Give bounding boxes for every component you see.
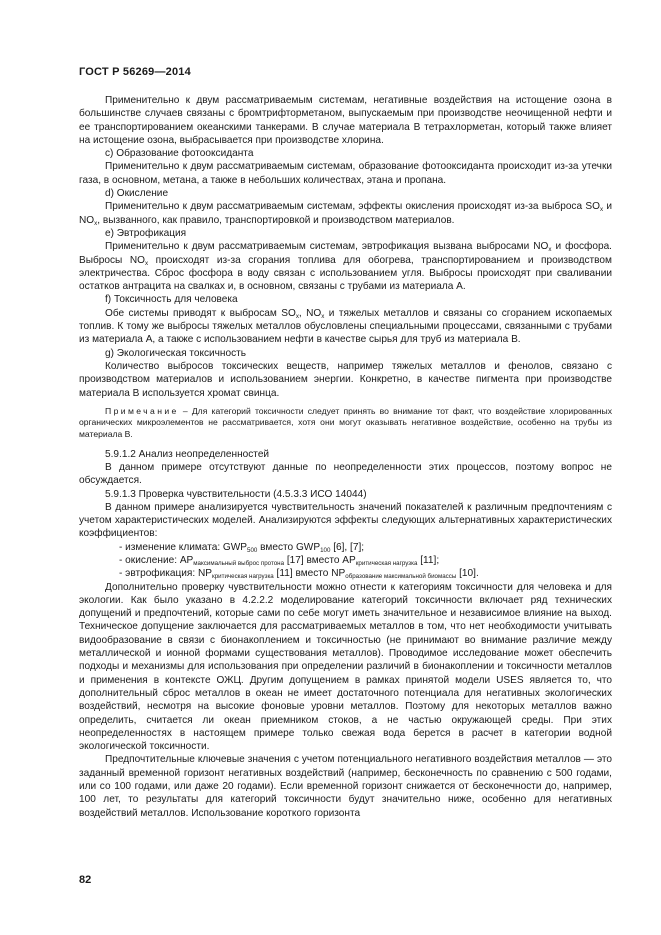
section-5913-intro: В данном примере анализируется чувствительность значений показателей к различным предпочтениям с учетом характеристических моделей. Анализируются эффекты следующих альтернативных характеристических коэффициентов: [79,501,612,540]
list-item-climate [79,541,612,554]
subscript: критическая нагрузка [355,559,418,567]
subscript: x [321,312,325,320]
subscript: x [144,259,149,267]
paragraph-sensitivity-toxicity: Дополнительно проверку чувствительности можно отнести к категориям токсичности для человека и для экологии. Как было указано в 4.2.2.2 моделирование категорий токсичности включает ряд технических допущений и предпочтений, которые сами по себе могут иметь значительное и независимое влияние на выход. Техническое допущение заключается для рассматриваемых металлов в том, что нет необходимости учитывать видообразование в связи с бионакоплением и токсичностью (не принимают во внимание различие между металлической и ионной формами существования металлов). Проводимое исследование может обеспечить подходы и механизмы для использования при определении различий в бионакоплении и токсичности металлов и применения в контексте ОЖЦ. Другим допущением в рамках принятой модели USES является то, что дополнительный сброс металлов в океан не имеет достаточного потенциала для негативных экологических воздействий, несмотря на высокие фоновые уровни металлов. Поэтому для некоторых металлов важно определить, считается ли океан приемником стоков, а не частью окружающей среды. При этих неопределенностях в настоящем примере только свежая вода берется в расчет в категории водной экологической токсичности. [79,581,612,753]
text-fragment: - изменение климата: GWP [119,541,248,553]
text-fragment: [10]. [456,568,479,580]
note-text: – Для категорий токсичности следует принять во внимание тот факт, что воздействие хлорированных органических микроэлементов не рассматривается, хотя они могут оказывать негативное воздействие, особенно на трубы из материала B. [79,405,612,440]
text-fragment: [11]; [417,554,440,566]
section-5912-title: 5.9.1.2 Анализ неопределенностей [105,448,270,460]
subscript: x [599,206,604,214]
list-item-acidification [79,554,612,567]
paragraph-photooxidant: Применительно к двум рассматриваемым системам, образование фотооксиданта происходит из-за утечки газа, в основном, метана, а также в небольших количествах, этана и пропана. [79,161,612,186]
heading-c: c) Образование фотооксиданта [105,148,254,160]
text-fragment: [6], [7]; [330,541,365,553]
page-number: 82 [79,874,92,886]
text-fragment: - окисление: AP [119,554,194,566]
text-fragment: вместо GWP [257,541,321,553]
heading-g: g) Экологическая токсичность [105,347,247,359]
heading-f: f) Токсичность для человека [105,294,238,306]
paragraph-ecotoxicity: Количество выбросов токсических веществ, например тяжелых металлов и фенолов, связано с производством материалов и использованием энергии. Конкретно, в качестве пигмента при производстве материала B используется хромат свинца. [79,360,612,399]
paragraph-eutrophication [79,240,612,293]
heading-d: d) Окисление [105,188,169,200]
note [79,406,612,441]
subscript: x [94,219,98,227]
section-5913-title: 5.9.1.3 Проверка чувствительности (4.5.3.3 ИСО 14044) [105,488,367,500]
paragraph-acidification [79,200,612,227]
text-fragment: , NO [298,307,322,319]
paragraph-human-toxicity [79,307,612,347]
text-fragment: и тяжелых металлов и связаны со сгоранием ископаемых топлив. К тому же выбросы тяжелых металлов обусловлены специальными процессами, связанными с трубами из материала A, а также с использованием нефти в качестве сырья для труб из материала B. [79,307,612,346]
text-fragment: происходят из-за сгорания топлива для обогрева, транспортированием и производством электричества. Сброс фосфора в воду связан с использованием угля. Выбросы происходят при сваливании остатков антрацита на свалках и, в основном, связаны с трубами из материала A. [79,254,612,293]
text-fragment: и фосфора. Выбросы NO [79,241,612,266]
subscript: образование максимальной биомассы [345,573,457,581]
subscript: x [548,246,552,254]
note-label: Примечание [105,405,179,416]
subscript: 100 [320,546,331,554]
section-5912-text: В данном примере отсутствуют данные по неопределенности этих процессов, поэтому вопрос не обсуждается. [79,461,612,487]
subscript: 500 [247,546,258,554]
paragraph-ozone: Применительно к двум рассматриваемым системам, негативные воздействия на истощение озона в большинстве случаев связаны с бромтрифторметаном, выпускаемым при производстве неочищенной нефти и ее транспортированием океанскими танкерами. В случае материала B тетрахлорметан, который также влияет на истощение озона, выбрасывается при производстве хлорина. [79,95,612,146]
text-fragment: Обе системы приводят к выбросам SO [105,307,296,319]
text-fragment: Применительно к двум рассматриваемым системам, эффекты окисления происходят из-за выброса SO [105,201,600,213]
text-fragment: вызванного, как правило, транспортировкой и производством материалов. [100,214,455,226]
text-fragment: Применительно к двум рассматриваемым системам, эвтрофикация вызвана выбросами NO [105,241,549,253]
paragraph-time-horizon: Предпочтительные ключевые значения с учетом потенциального негативного воздействия металлов — это заданный временной горизонт негативных воздействий (например, бесконечность по сравнению с 500 годами, или со 100 годами, или даже 20 годами). Если временной горизонт снижается от бесконечности до, например, 100 лет, то результаты для категорий токсичности будут значительно ниже, особенно для негативных воздействий металлов. Использование короткого горизонта [79,754,612,819]
subscript: критическая нагрузка [212,573,274,581]
subscript: x [295,312,299,320]
document-header: ГОСТ Р 56269—2014 [79,66,191,78]
text-fragment: - эвтрофикация: NP [119,568,213,580]
list-item-eutrophication [79,567,612,580]
text-fragment: , [97,214,101,226]
text-fragment: и NO [79,201,612,226]
text-fragment: [17] вместо AP [284,554,356,566]
heading-e: e) Эвтрофикация [105,227,187,239]
document-body [79,94,612,820]
subscript: максимальный выброс протона [193,559,285,567]
text-fragment: [11] вместо NP [273,568,346,580]
